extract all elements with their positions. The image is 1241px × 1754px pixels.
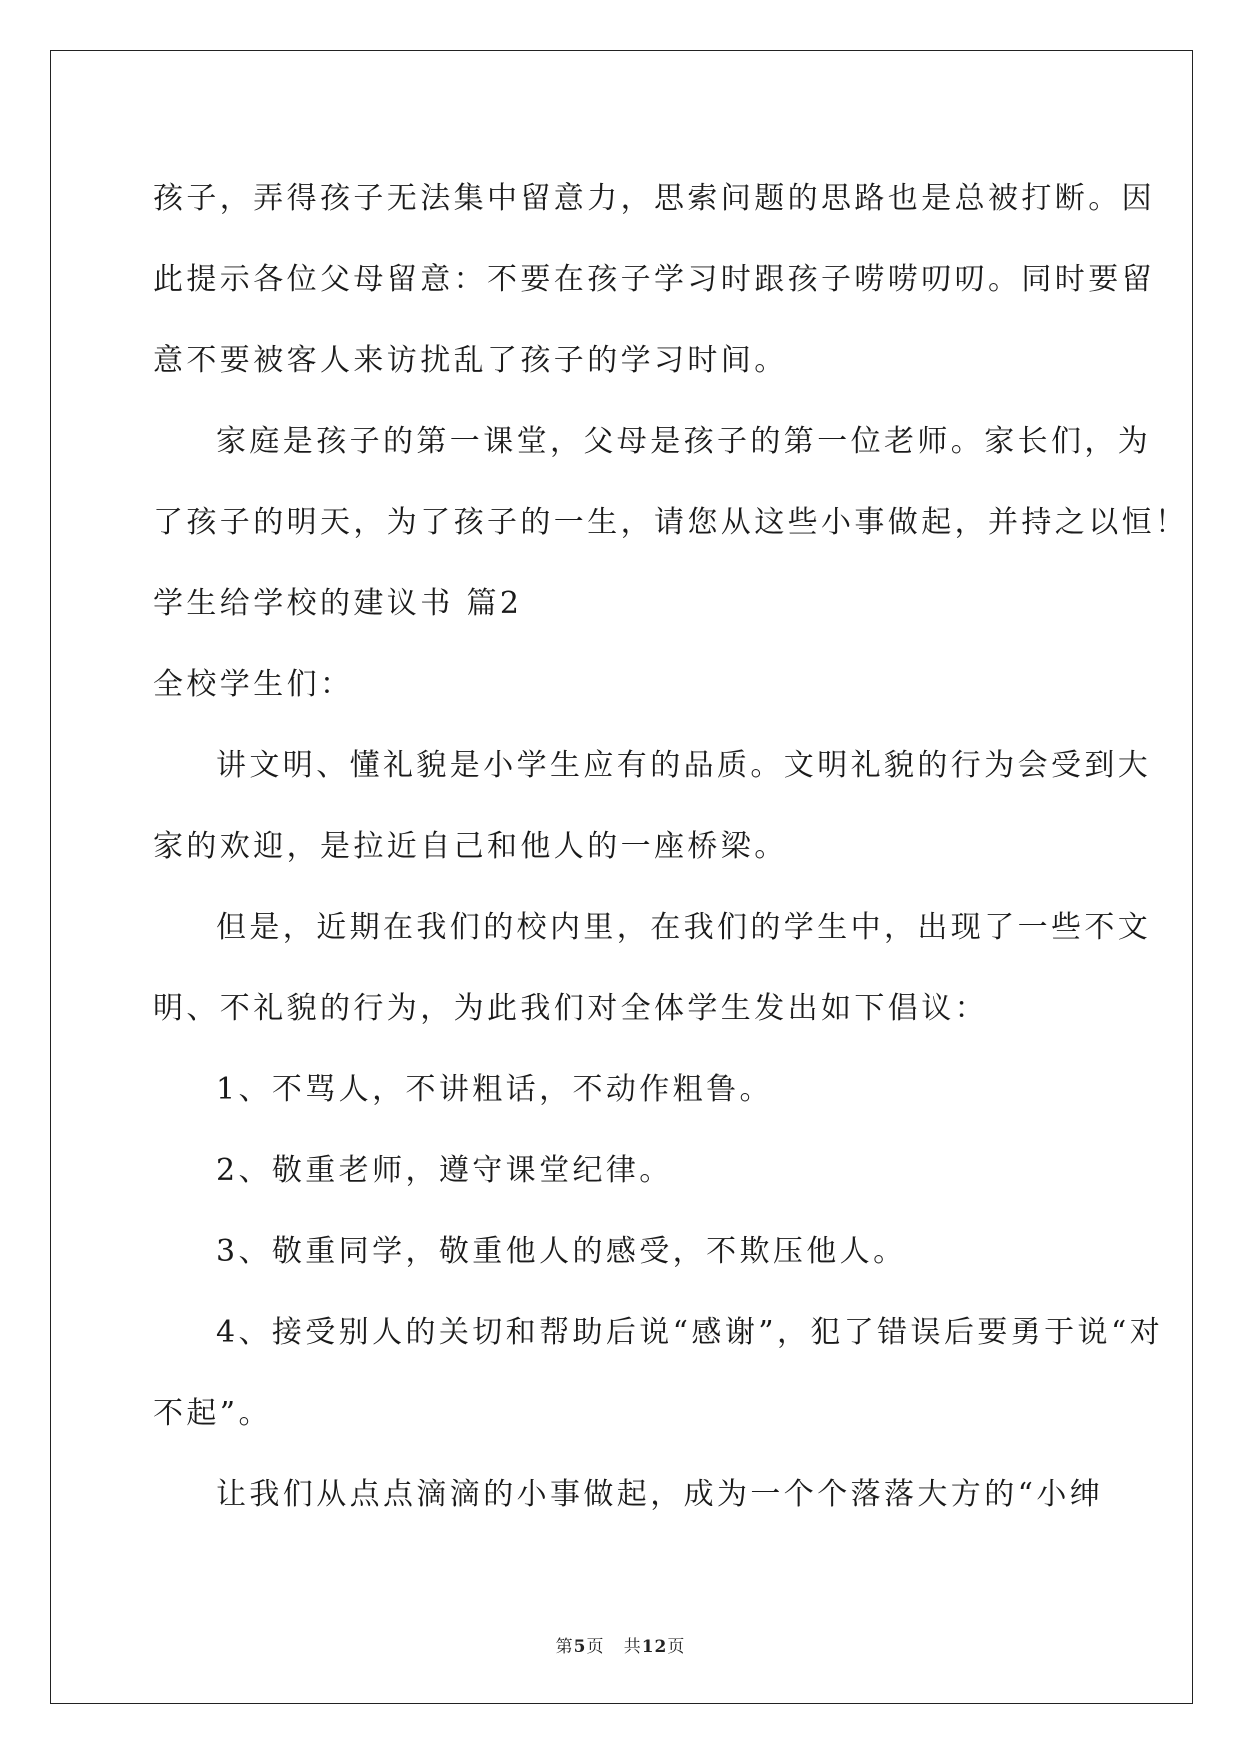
text-line: 孩子，弄得孩子无法集中留意力，思索问题的思路也是总被打断。因: [153, 181, 1155, 216]
list-item: 1、不骂人，不讲粗话，不动作粗鲁。: [216, 1072, 773, 1107]
list-item: 3、敬重同学，敬重他人的感受，不欺压他人。: [216, 1234, 907, 1269]
document-body: [153, 158, 1189, 1535]
page-suffix: 页: [586, 1637, 605, 1657]
text-line: 讲文明、懂礼貌是小学生应有的品质。文明礼貌的行为会受到大: [216, 748, 1152, 783]
text-line: 明、不礼貌的行为，为此我们对全体学生发出如下倡议：: [153, 991, 988, 1026]
salutation: 全校学生们：: [153, 667, 354, 702]
text-line: 意不要被客人来访扰乱了孩子的学习时间。: [153, 343, 788, 378]
list-item: 4、接受别人的关切和帮助后说“感谢”，犯了错误后要勇于说“对: [216, 1315, 1164, 1350]
text-line: 此提示各位父母留意：不要在孩子学习时跟孩子唠唠叨叨。同时要留: [153, 262, 1155, 297]
section-heading: 学生给学校的建议书 篇2: [153, 586, 523, 621]
list-item: 2、敬重老师，遵守课堂纪律。: [216, 1153, 673, 1188]
page-prefix: 第: [555, 1637, 574, 1657]
text-line: 不起”。: [153, 1396, 272, 1431]
total-prefix: 共: [623, 1637, 642, 1657]
total-pages: 12: [641, 1637, 668, 1657]
text-line: 家的欢迎，是拉近自己和他人的一座桥梁。: [153, 829, 788, 864]
text-line: 了孩子的明天，为了孩子的一生，请您从这些小事做起，并持之以恒！: [153, 505, 1189, 540]
text-line: 家庭是孩子的第一课堂，父母是孩子的第一位老师。家长们，为: [216, 424, 1152, 459]
text-line: 但是，近期在我们的校内里，在我们的学生中，出现了一些不文: [216, 910, 1152, 945]
page-number: 5: [573, 1637, 587, 1657]
page-footer: [0, 1632, 1241, 1657]
total-suffix: 页: [667, 1637, 686, 1657]
text-line: 让我们从点点滴滴的小事做起，成为一个个落落大方的“小绅: [216, 1477, 1104, 1512]
